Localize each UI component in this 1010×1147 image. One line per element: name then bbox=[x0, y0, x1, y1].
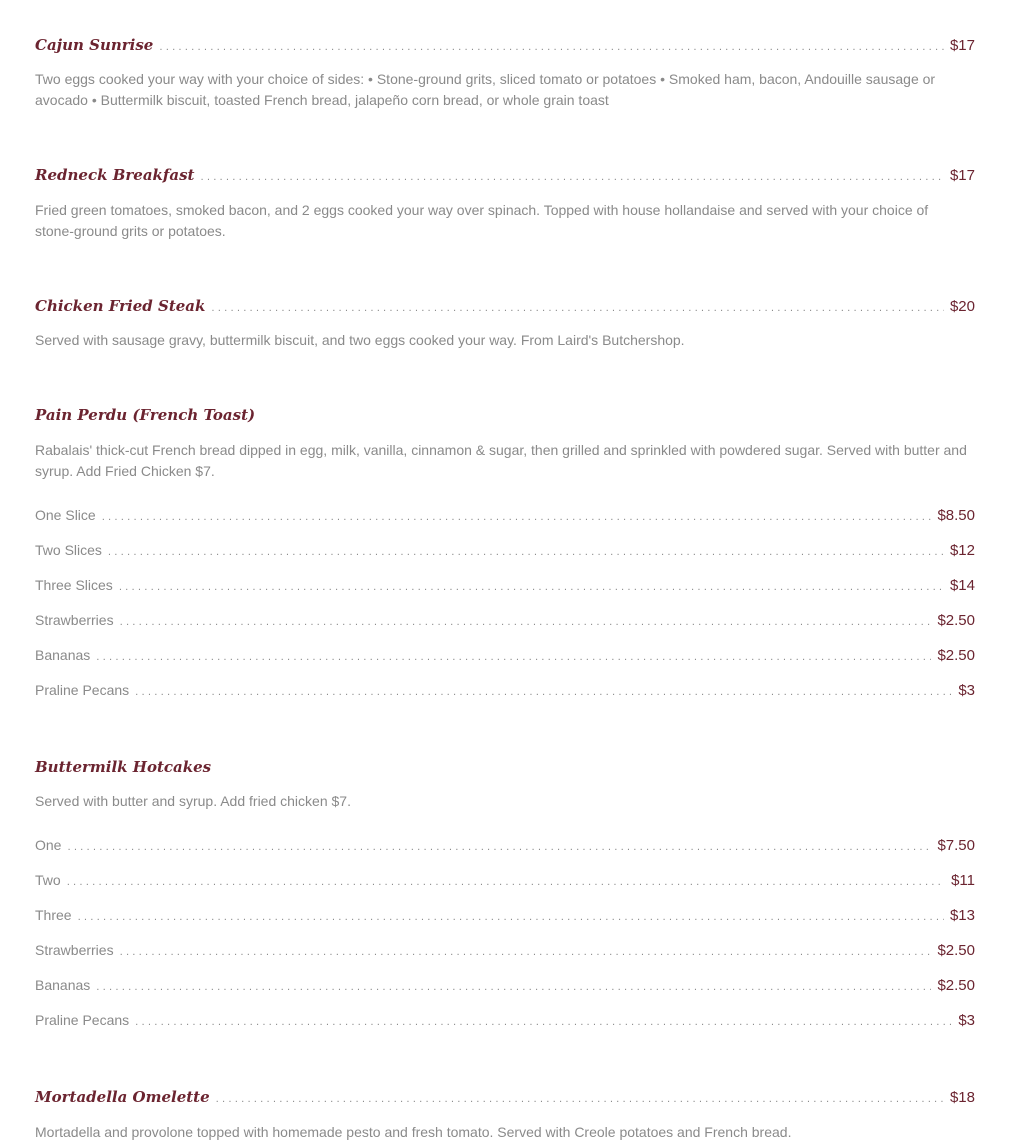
item-name: Cajun Sunrise bbox=[35, 36, 154, 54]
item-description: Mortadella and provolone topped with homemade pesto and fresh tomato. Served with Creole potatoes and French bread. bbox=[35, 1124, 792, 1140]
menu-item-redneck-breakfast bbox=[35, 166, 975, 184]
item-description: Served with butter and syrup. Add fried chicken $7. bbox=[35, 793, 351, 809]
option-name: Praline Pecans bbox=[35, 682, 130, 698]
option-name: Two bbox=[35, 872, 61, 888]
menu-item-cajun-sunrise bbox=[35, 36, 975, 54]
option-name: One Slice bbox=[35, 507, 96, 523]
option-name: Three bbox=[35, 907, 72, 923]
option-name: One bbox=[35, 837, 62, 853]
option-row bbox=[35, 507, 975, 524]
dot-leader bbox=[108, 547, 944, 558]
option-row bbox=[35, 577, 975, 594]
option-row bbox=[35, 542, 975, 559]
dot-leader bbox=[216, 1094, 944, 1105]
item-description: Fried green tomatoes, smoked bacon, and 2 eggs cooked your way over spinach. Topped with house hollandaise and served with your choice of stone-ground grits or potatoes. bbox=[35, 202, 929, 239]
option-price: $13 bbox=[949, 907, 975, 924]
option-name: Two Slices bbox=[35, 542, 102, 558]
item-description: Served with sausage gravy, buttermilk biscuit, and two eggs cooked your way. From Laird's Butchershop. bbox=[35, 332, 685, 348]
option-row bbox=[35, 907, 975, 924]
dot-leader bbox=[135, 687, 952, 698]
dot-leader bbox=[135, 1017, 952, 1028]
option-row bbox=[35, 1012, 975, 1029]
dot-leader bbox=[67, 842, 931, 853]
option-name: Praline Pecans bbox=[35, 1012, 130, 1028]
menu-item-pain-perdu: Pain Perdu (French Toast) bbox=[35, 406, 256, 424]
option-row bbox=[35, 647, 975, 664]
item-description: Rabalais' thick-cut French bread dipped in egg, milk, vanilla, cinnamon & sugar, then grilled and sprinkled with powdered sugar. Served with butter and syrup. Add Fried Chicken $7. bbox=[35, 442, 967, 479]
option-row bbox=[35, 682, 975, 699]
dot-leader bbox=[102, 512, 932, 523]
option-name: Strawberries bbox=[35, 942, 114, 958]
option-price: $2.50 bbox=[937, 977, 975, 994]
option-name: Bananas bbox=[35, 647, 91, 663]
item-price: $17 bbox=[949, 37, 975, 54]
option-name: Three Slices bbox=[35, 577, 113, 593]
dot-leader bbox=[96, 982, 931, 993]
item-description: Two eggs cooked your way with your choice of sides: • Stone-ground grits, sliced tomato or potatoes • Smoked ham, bacon, Andouille sausage or avocado • Buttermilk biscuit, toasted French bread, jalapeño corn bread, or whole grain toast bbox=[35, 71, 936, 108]
item-price: $18 bbox=[949, 1089, 975, 1106]
option-name: Bananas bbox=[35, 977, 91, 993]
option-row bbox=[35, 942, 975, 959]
item-price: $17 bbox=[949, 167, 975, 184]
option-price: $3 bbox=[958, 1012, 975, 1029]
dot-leader bbox=[67, 877, 945, 888]
option-price: $11 bbox=[951, 872, 975, 889]
option-row bbox=[35, 612, 975, 629]
item-name: Chicken Fried Steak bbox=[35, 297, 206, 315]
option-row bbox=[35, 977, 975, 994]
dot-leader bbox=[120, 617, 932, 628]
menu-item-buttermilk-hotcakes: Buttermilk Hotcakes bbox=[35, 758, 212, 776]
dot-leader bbox=[96, 652, 931, 663]
menu-item-mortadella-omelette bbox=[35, 1088, 975, 1106]
option-price: $14 bbox=[949, 577, 975, 594]
dot-leader bbox=[120, 947, 932, 958]
dot-leader bbox=[200, 172, 943, 183]
dot-leader bbox=[119, 582, 944, 593]
menu-item-chicken-fried-steak bbox=[35, 297, 975, 315]
option-name: Strawberries bbox=[35, 612, 114, 628]
option-price: $2.50 bbox=[937, 942, 975, 959]
dot-leader bbox=[78, 912, 944, 923]
item-name: Mortadella Omelette bbox=[35, 1088, 210, 1106]
option-price: $7.50 bbox=[937, 837, 975, 854]
dot-leader bbox=[159, 42, 944, 53]
option-row bbox=[35, 872, 975, 889]
option-price: $2.50 bbox=[937, 647, 975, 664]
option-price: $8.50 bbox=[937, 507, 975, 524]
item-name: Redneck Breakfast bbox=[35, 166, 195, 184]
option-price: $12 bbox=[949, 542, 975, 559]
option-price: $3 bbox=[958, 682, 975, 699]
dot-leader bbox=[211, 303, 944, 314]
item-price: $20 bbox=[949, 298, 975, 315]
option-price: $2.50 bbox=[937, 612, 975, 629]
option-row bbox=[35, 837, 975, 854]
